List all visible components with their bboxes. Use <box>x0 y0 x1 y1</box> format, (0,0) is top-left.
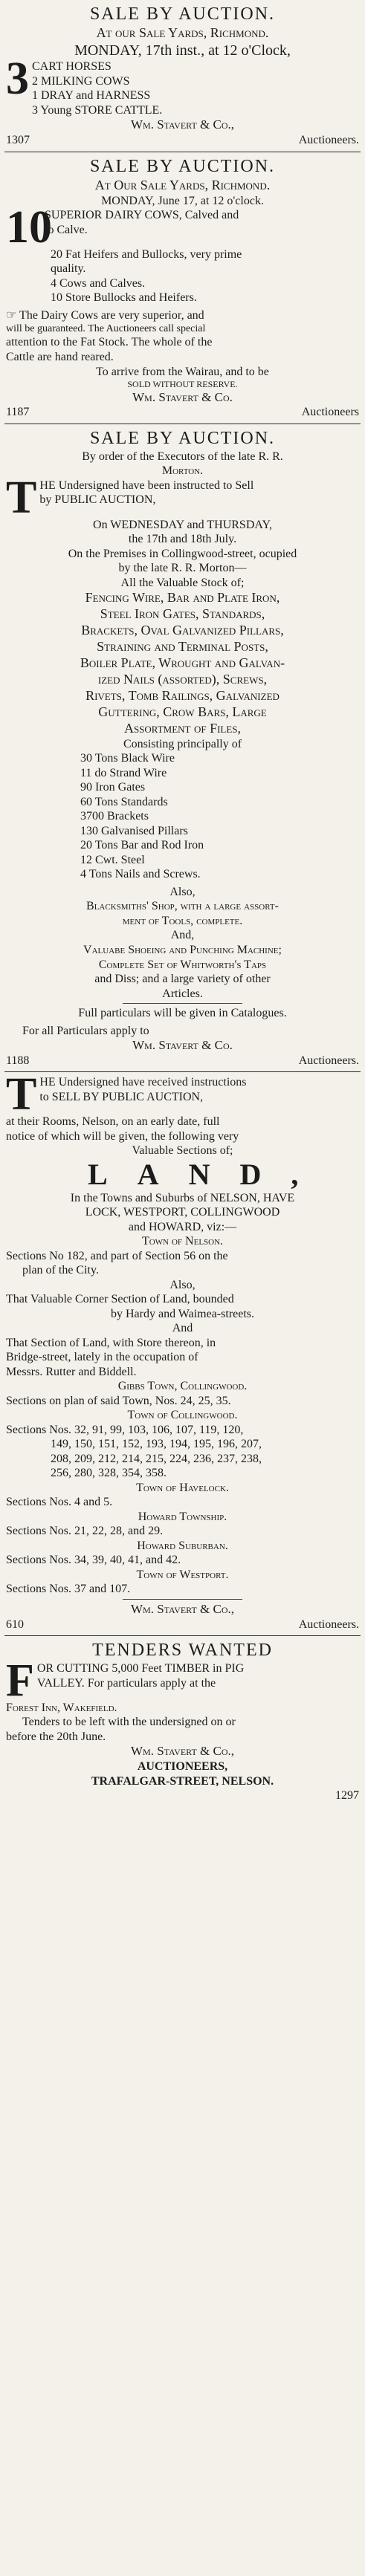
text-line: Forest Inn, Wakefield. <box>6 1701 117 1714</box>
text-line: 60 Tons Standards <box>80 795 168 808</box>
drop-cap: F <box>6 1655 34 1707</box>
text-line: Gibbs Town, Collingwood. <box>117 1380 248 1393</box>
signature-line <box>6 1602 359 1618</box>
ad-number: 1188 <box>6 1054 30 1067</box>
short-divider <box>123 1003 243 1004</box>
ad-divider <box>4 1635 361 1636</box>
text-line: 10 Store Bullocks and Heifers. <box>51 291 197 305</box>
ad-number: 1307 <box>6 134 30 147</box>
text-line: Fencing Wire, Bar and Plate Iron, <box>85 590 280 606</box>
text-line: notice of which will be given, the following very <box>6 1129 239 1143</box>
drop-cap: 3 <box>6 53 29 105</box>
text-line: CART HORSES <box>32 60 112 74</box>
text-line: Morton. <box>161 464 204 478</box>
text-line: to SELL BY PUBLIC AUCTION, <box>39 1090 204 1103</box>
text-line: Sections on plan of said Town, Nos. 24, 25, 35. <box>6 1394 231 1407</box>
drop-cap-lines <box>39 1075 359 1104</box>
text-line: attention to the Fat Stock. The whole of the <box>6 336 213 349</box>
text-line: ized Nails (assorted), Screws, <box>97 671 268 687</box>
text-line: VALLEY. For particulars apply at the <box>36 1676 216 1690</box>
text-line: Town of Collingwood. <box>127 1409 238 1422</box>
text-line: Guttering, Crow Bars, Large <box>98 704 267 719</box>
firm-name: Wm. Stavert & Co. <box>132 1038 233 1053</box>
drop-cap-block <box>6 472 359 523</box>
drop-cap: 10 <box>6 202 52 253</box>
text-line: by PUBLIC AUCTION, <box>39 493 156 507</box>
signature-title: Auctioneers. <box>298 1054 359 1067</box>
text-line: ☞ The Dairy Cows are very superior, and <box>6 308 204 322</box>
text-line: by the late R. R. Morton— <box>118 562 247 575</box>
signature-title: 1297 <box>335 1789 359 1803</box>
drop-cap-lines <box>32 59 359 117</box>
text-line: SALE BY AUCTION. <box>89 4 276 24</box>
text-line: Brackets, Oval Galvanized Pillars, <box>81 623 284 638</box>
drop-cap-lines <box>45 208 359 237</box>
text-line: 90 Iron Gates <box>80 781 146 794</box>
text-line: On the Premises in Collingwood-street, ocupied <box>68 547 297 560</box>
text-line: and Diss; and a large variety of other <box>94 973 271 986</box>
text-line: Consisting principally of <box>123 737 242 750</box>
text-line: ment of Tools, complete. <box>122 914 243 927</box>
text-line: at their Rooms, Nelson, on an early date, full <box>6 1115 220 1129</box>
advertisement-ad4 <box>4 1069 361 1632</box>
text-line: Valuabe Shoeing and Punching Machine; <box>83 943 282 956</box>
drop-cap-block <box>6 202 359 253</box>
firm-name: Wm. Stavert & Co., <box>131 1744 234 1759</box>
text-line: On WEDNESDAY and THURSDAY, <box>93 518 272 531</box>
text-line: Howard Township. <box>138 1510 227 1523</box>
text-line: OR CUTTING 5,000 Feet TIMBER in PIG <box>36 1662 245 1675</box>
advertisement-ad3 <box>4 427 361 1068</box>
ad-number: 610 <box>6 1618 24 1631</box>
text-line: 130 Galvanised Pillars <box>80 824 188 837</box>
text-line: 208, 209, 212, 214, 215, 224, 236, 237, 238, <box>51 1452 262 1465</box>
text-line: 12 Cwt. Steel <box>80 853 145 866</box>
text-line: Bridge-street, lately in the occupation of <box>6 1351 198 1364</box>
text-line: SALE BY AUCTION. <box>89 428 276 448</box>
ad-number: 1187 <box>6 406 30 419</box>
text-line: That Valuable Corner Section of Land, bounded <box>6 1293 234 1306</box>
signature-title: Auctioneers. <box>298 1618 359 1631</box>
text-line: 3 Young STORE CATTLE. <box>32 103 163 117</box>
advertisement-ad1 <box>4 3 361 148</box>
text-line: That Section of Land, with Store thereon, in <box>6 1336 216 1349</box>
text-line: 30 Tons Black Wire <box>80 752 175 765</box>
text-line: SUPERIOR DAIRY COWS, Calved and <box>45 209 239 222</box>
text-line: And <box>172 1322 193 1335</box>
signature-title: Auctioneers <box>301 406 359 419</box>
text-line: Rivets, Tomb Railings, Galvanized <box>85 687 280 703</box>
text-line: 149, 150, 151, 152, 193, 194, 195, 196, 207, <box>51 1438 262 1451</box>
text-line: At our Sale Yards, Richmond. <box>96 25 269 40</box>
text-line: Sections Nos. 34, 39, 40, 41, and 42. <box>6 1554 181 1567</box>
signature-line <box>6 1788 359 1803</box>
advertisement-ad2 <box>4 155 361 420</box>
text-line: MONDAY, 17th inst., at 12 o'Clock, <box>74 42 291 59</box>
text-line: SOLD WITHOUT RESERVE. <box>127 379 238 390</box>
text-line: Articles. <box>162 987 203 1000</box>
text-line: by Hardy and Waimea-streets. <box>110 1307 254 1320</box>
text-line: and HOWARD, viz:— <box>128 1220 237 1233</box>
drop-cap-block <box>6 53 359 117</box>
text-line: Blacksmiths' Shop, with a large assort- <box>86 900 279 913</box>
text-line: 11 do Strand Wire <box>80 766 167 779</box>
drop-cap: T <box>6 1069 37 1120</box>
text-line: Sections Nos. 37 and 107. <box>6 1583 131 1596</box>
firm-name: Wm. Stavert & Co., <box>131 117 234 132</box>
drop-cap: T <box>6 472 37 523</box>
text-line: Also, <box>169 885 196 898</box>
text-line: Also, <box>169 1278 196 1291</box>
text-line: 256, 280, 328, 354, 358. <box>51 1467 167 1480</box>
text-line: 4 Cows and Calves. <box>51 276 146 290</box>
drop-cap-block <box>6 1655 359 1707</box>
text-line: HE Undersigned have been instructed to Sell <box>39 478 254 492</box>
signature-line <box>6 1054 359 1068</box>
firm-name: Wm. Stavert & Co., <box>131 1602 234 1616</box>
text-line: will be guaranteed. The Auctioneers call special <box>6 323 206 335</box>
firm-name: Wm. Stavert & Co. <box>132 389 233 404</box>
text-line: 20 Fat Heifers and Bullocks, very prime <box>51 247 242 261</box>
signature-line <box>6 1744 359 1759</box>
advertisement-ad5 <box>4 1639 361 1803</box>
text-line: 2 MILKING COWS <box>32 74 130 88</box>
text-line: 1 DRAY and HARNESS <box>32 89 151 103</box>
text-line: Full particulars will be given in Catalogues. <box>78 1007 287 1020</box>
text-line: Sections Nos. 4 and 5. <box>6 1496 113 1509</box>
text-line: AUCTIONEERS, <box>137 1760 228 1774</box>
text-line: Cattle are hand reared. <box>6 350 114 363</box>
land-heading: LAND, <box>88 1158 329 1191</box>
text-line: Valuable Sections of; <box>132 1144 233 1158</box>
signature-line <box>6 405 359 420</box>
text-line: 3700 Brackets <box>80 810 149 823</box>
text-line: plan of the City. <box>22 1264 99 1277</box>
signature-line <box>6 390 359 406</box>
text-line: SALE BY AUCTION. <box>89 156 276 176</box>
text-line: the 17th and 18th July. <box>128 533 237 546</box>
text-line: Messrs. Rutter and Biddell. <box>6 1365 137 1378</box>
text-line: Assortment of Files, <box>123 720 242 736</box>
text-line: Sections Nos. 32, 91, 99, 103, 106, 107, 119, 120, <box>6 1423 244 1436</box>
text-line: TENDERS WANTED <box>92 1641 273 1661</box>
text-line: Town of Havelock. <box>136 1481 229 1494</box>
text-line: At Our Sale Yards, Richmond. <box>94 177 271 192</box>
text-line: LOCK, WESTPORT, COLLINGWOOD <box>85 1206 280 1219</box>
text-line: By order of the Executors of the late R. R. <box>82 450 283 463</box>
drop-cap-lines <box>37 1661 359 1690</box>
text-line: Boiler Plate, Wrought and Galvan- <box>80 655 285 670</box>
text-line: quality. <box>51 262 86 276</box>
drop-cap-lines <box>39 478 359 507</box>
text-line: Sections Nos. 21, 22, 28, and 29. <box>6 1525 164 1538</box>
text-line: HE Undersigned have received instructions <box>39 1076 247 1089</box>
drop-cap-block <box>6 1069 359 1120</box>
text-line: Town of Nelson. <box>141 1235 224 1248</box>
signature-line <box>6 1038 359 1054</box>
text-line: before the 20th June. <box>6 1730 106 1743</box>
text-line: 20 Tons Bar and Rod Iron <box>80 839 204 852</box>
text-line: Steel Iron Gates, Standards, <box>100 606 265 622</box>
text-line: MONDAY, June 17, at 12 o'clock. <box>101 194 264 207</box>
text-line: 4 Tons Nails and Screws. <box>80 868 201 881</box>
text-line: Tenders to be left with the undersigned on or <box>22 1716 236 1729</box>
text-line: Howard Suburban. <box>137 1539 228 1552</box>
signature-line <box>6 117 359 133</box>
signature-line <box>6 133 359 148</box>
text-line: To arrive from the Wairau, and to be <box>96 365 269 378</box>
text-line: Sections No 182, and part of Section 56 on the <box>6 1249 228 1262</box>
short-divider <box>123 1599 243 1600</box>
text-line: Complete Set of Whitworth's Taps <box>98 958 267 971</box>
ad-divider <box>4 1071 361 1072</box>
text-line: to Calve. <box>45 223 88 236</box>
text-line: In the Towns and Suburbs of NELSON, HAVE <box>70 1191 295 1204</box>
text-line: For all Particulars apply to <box>22 1024 149 1037</box>
text-line: Town of Westport. <box>136 1568 229 1581</box>
text-line: And, <box>170 929 195 942</box>
text-line: Straining and Terminal Posts, <box>97 639 268 655</box>
signature-title: Auctioneers. <box>298 134 359 147</box>
text-line: All the Valuable Stock of; <box>120 576 245 589</box>
signature-line <box>6 1618 359 1632</box>
text-line: TRAFALGAR-STREET, NELSON. <box>91 1774 274 1788</box>
